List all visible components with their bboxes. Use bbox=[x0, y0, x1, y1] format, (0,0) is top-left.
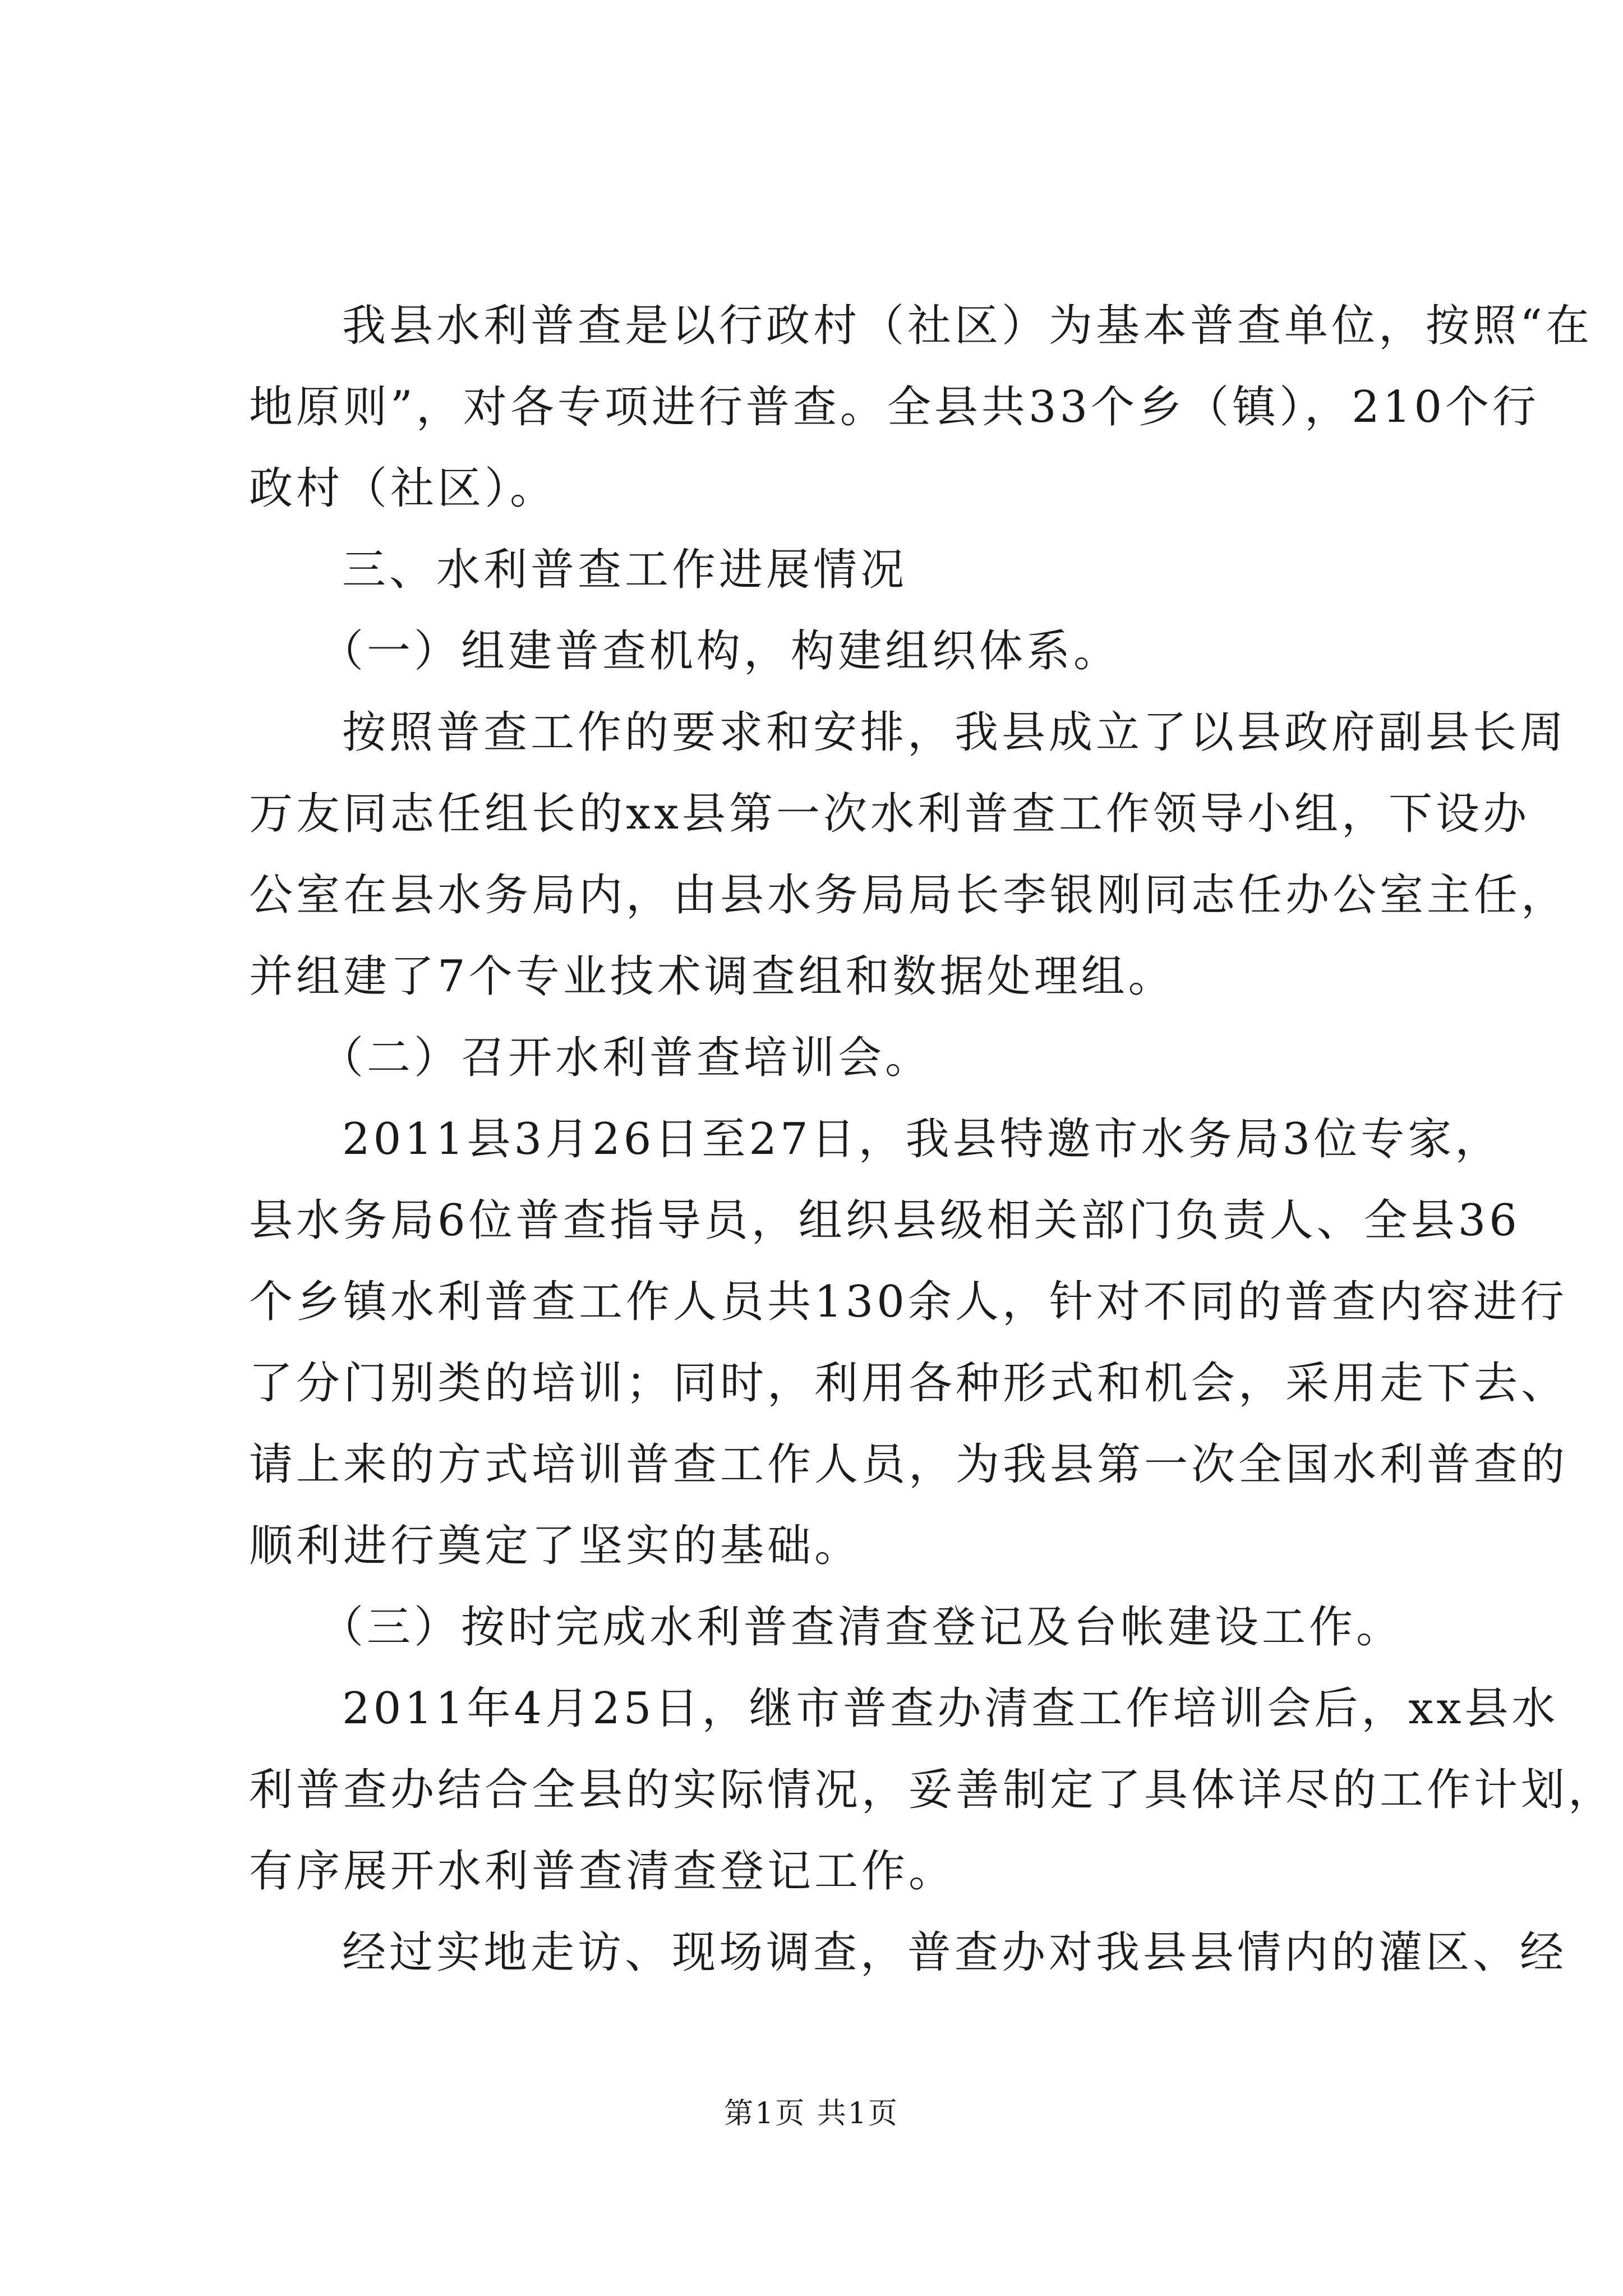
paragraph-line: 经过实地走访、现场调查，普查办对我县县情内的灌区、经 bbox=[342, 1927, 1567, 1978]
paragraph-line: 2011年4月25日，继市普查办清查工作培训会后，xx县水 bbox=[342, 1683, 1559, 1734]
paragraph-line: 请上来的方式培训普查工作人员，为我县第一次全国水利普查的 bbox=[249, 1439, 1569, 1490]
paragraph-line: 2011县3月26日至27日，我县特邀市水务局3位专家， bbox=[342, 1114, 1502, 1165]
subsection-heading: （二）召开水利普查培训会。 bbox=[320, 1033, 933, 1083]
paragraph-line: 有序展开水利普查清查登记工作。 bbox=[249, 1846, 956, 1897]
paragraph-line: 了分门别类的培训；同时，利用各种形式和机会，采用走下去、 bbox=[249, 1358, 1569, 1409]
page-footer: 第1页 共1页 bbox=[724, 2097, 899, 2131]
section-heading: 三、水利普查工作进展情况 bbox=[342, 545, 908, 595]
paragraph-line: 我县水利普查是以行政村（社区）为基本普查单位，按照“在 bbox=[342, 301, 1593, 351]
paragraph-line: 按照普查工作的要求和安排，我县成立了以县政府副县长周 bbox=[342, 707, 1567, 758]
paragraph-line: 公室在县水务局内，由县水务局局长李银刚同志任办公室主任， bbox=[249, 870, 1569, 921]
subsection-heading: （三）按时完成水利普查清查登记及台帐建设工作。 bbox=[320, 1602, 1404, 1653]
paragraph-line: 个乡镇水利普查工作人员共130余人，针对不同的普查内容进行 bbox=[249, 1277, 1567, 1327]
paragraph-line: 县水务局6位普查指导员，组织县级相关部门负责人、全县36 bbox=[249, 1195, 1520, 1246]
paragraph-line: 并组建了7个专业技术调查组和数据处理组。 bbox=[249, 951, 1175, 1002]
paragraph-line: 利普查办结合全县的实际情况，妥善制定了具体详尽的工作计划， bbox=[249, 1765, 1616, 1815]
paragraph-line: 地原则”，对各专项进行普查。全县共33个乡（镇），210个行 bbox=[249, 382, 1540, 432]
paragraph-line: 万友同志任组长的xx县第一次水利普查工作领导小组，下设办 bbox=[249, 789, 1530, 839]
paragraph-line: 政村（社区）。 bbox=[249, 463, 557, 514]
subsection-heading: （一）组建普查机构，构建组织体系。 bbox=[320, 626, 1121, 677]
document-body bbox=[249, 301, 1616, 2009]
paragraph-line: 顺利进行奠定了坚实的基础。 bbox=[249, 1521, 862, 1571]
